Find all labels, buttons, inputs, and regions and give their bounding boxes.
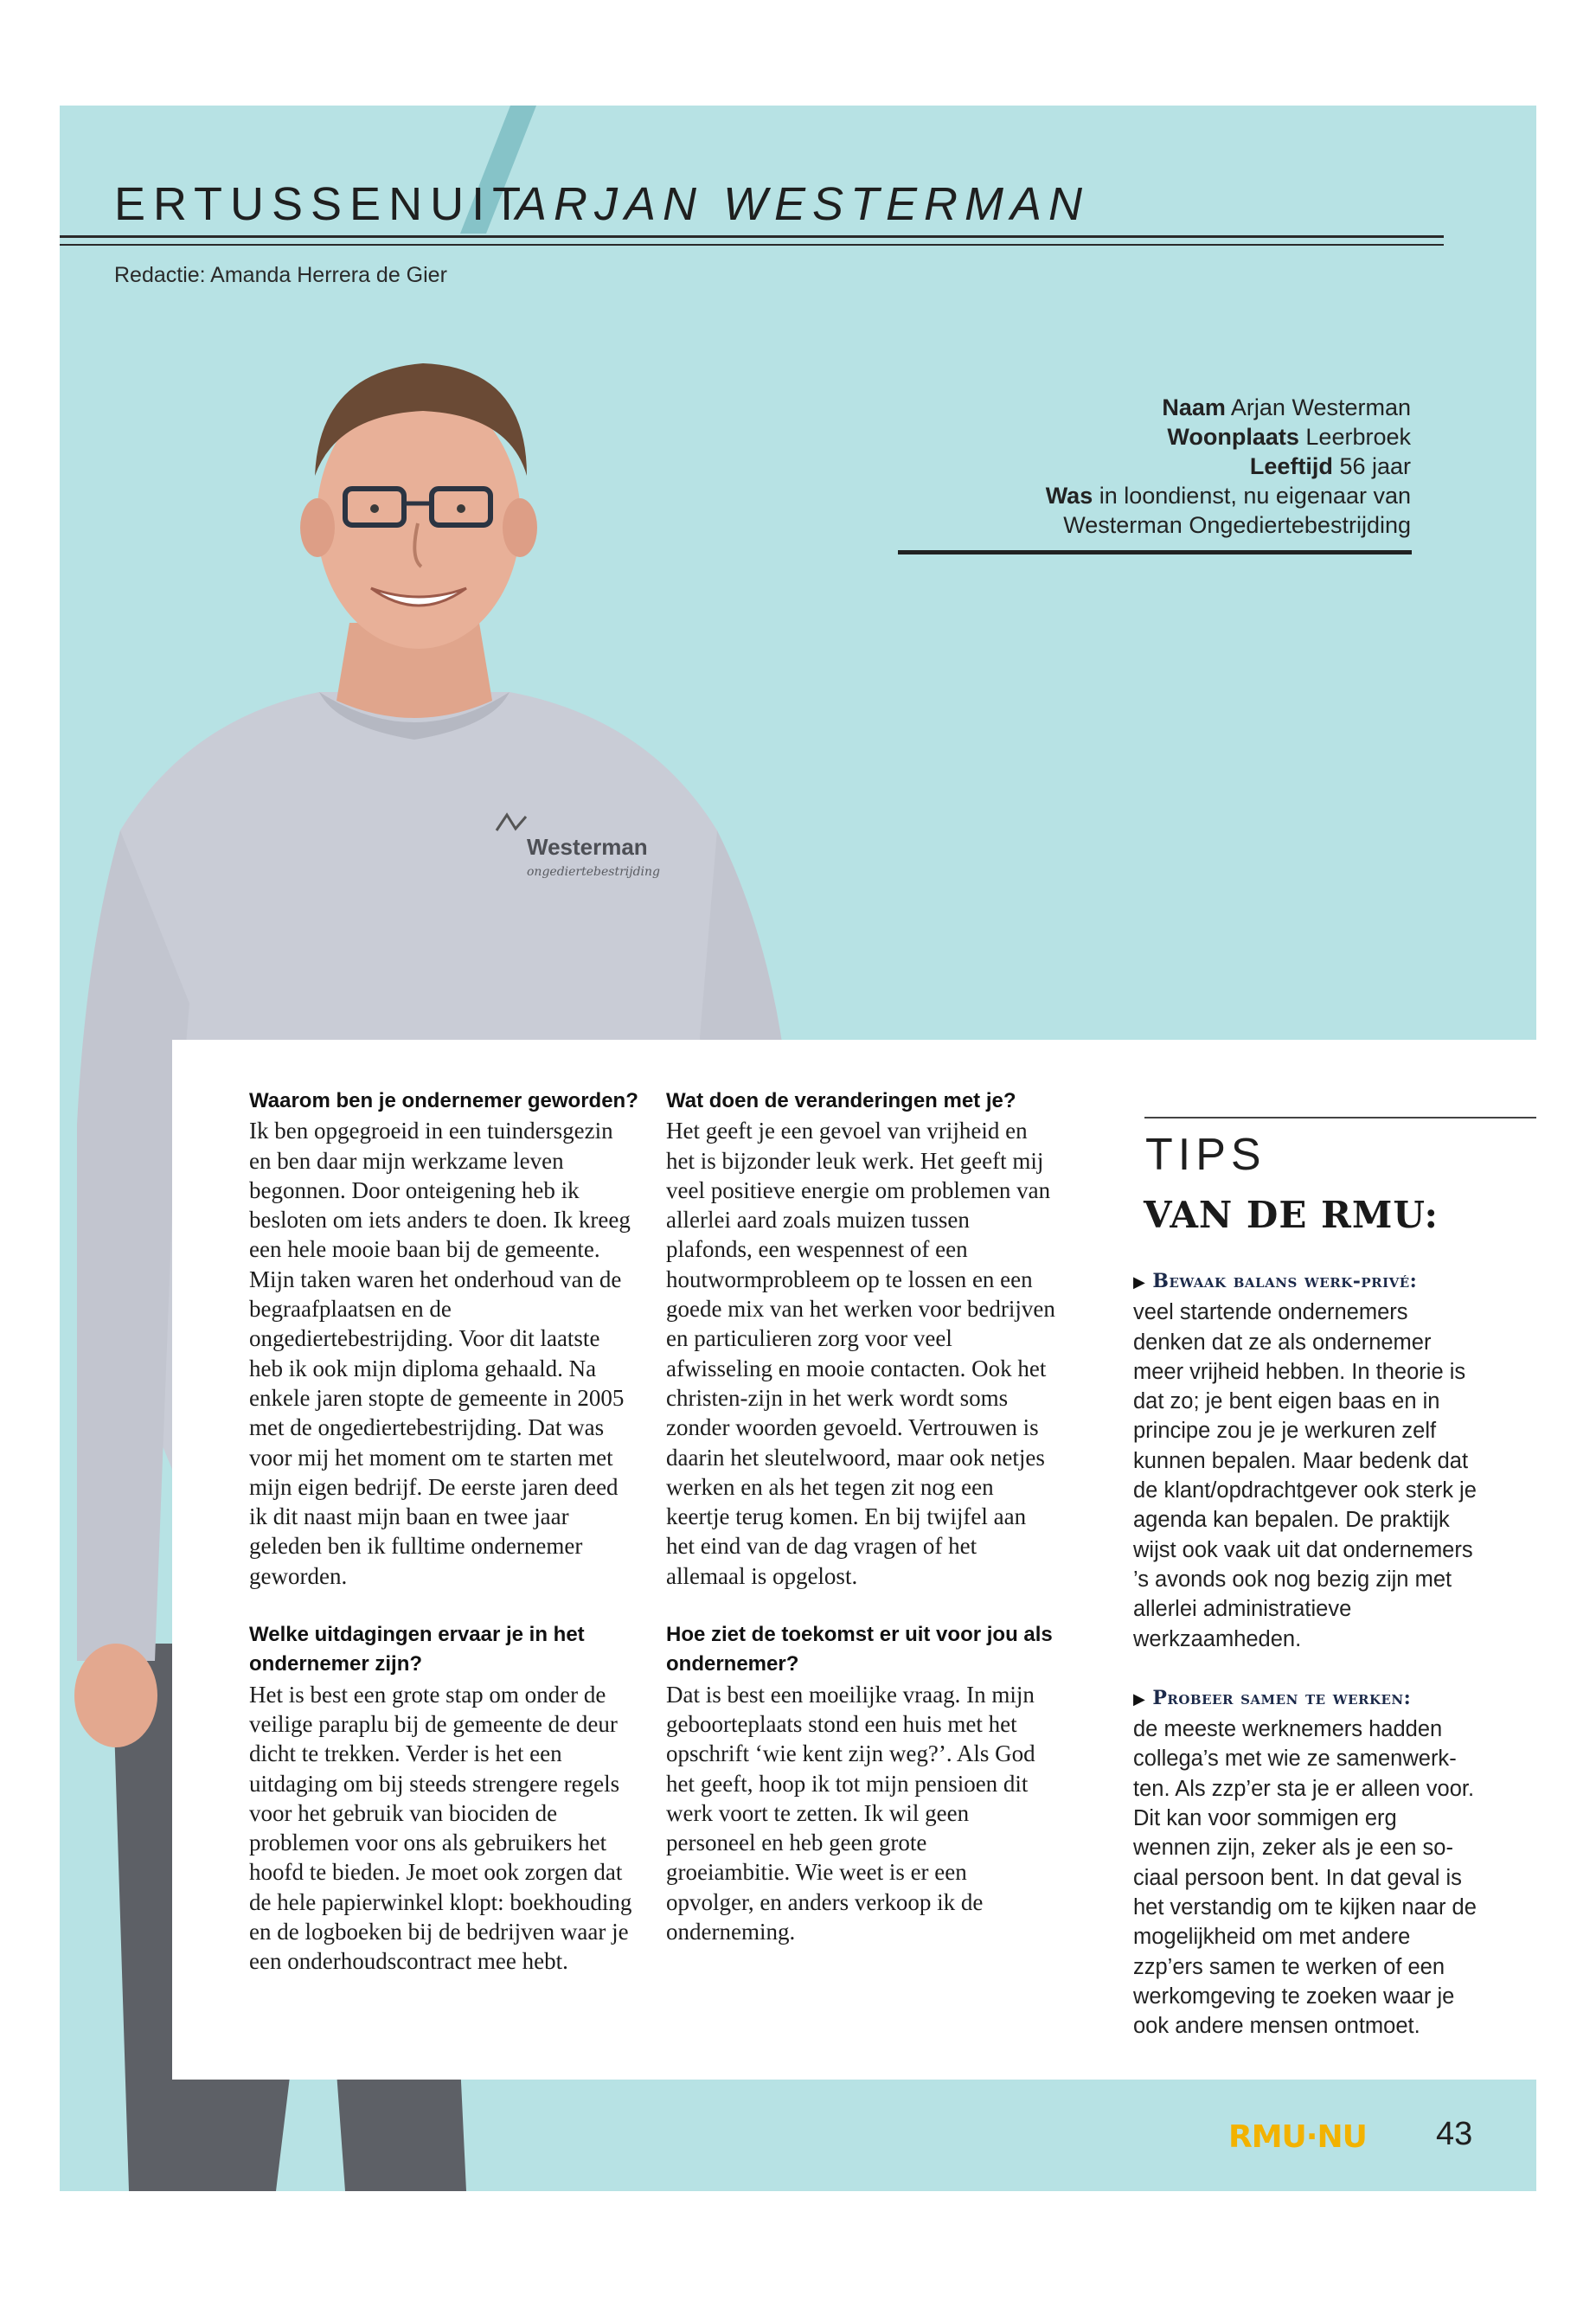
editor-credit: Redactie: Amanda Herrera de Gier <box>114 263 447 287</box>
interview-column-1 <box>249 1086 638 2006</box>
profile-leeftijd-line <box>1046 452 1411 481</box>
rmu-nu-logo: RMU·NU <box>1228 2119 1367 2155</box>
tips-list <box>1133 1266 1479 2070</box>
header-rule-top <box>60 235 1444 238</box>
profile-info-block <box>1046 393 1411 540</box>
profile-woonplaats-line <box>1046 422 1411 452</box>
woonplaats-label: Woonplaats <box>1167 424 1299 450</box>
profile-naam-line <box>1046 393 1411 422</box>
profile-was-line <box>1046 481 1411 510</box>
profile-info-rule <box>898 550 1412 554</box>
naam-label: Naam <box>1162 394 1226 420</box>
interview-column-2 <box>666 1086 1055 1976</box>
woonplaats-value: Leerbroek <box>1298 424 1411 450</box>
tip-1-text: veel startende ondernemers denken dat ze als ondernemer meer vrijheid hebben. In theorie is dat zo; je bent eigen baas en in principe zou je je werkuren zelf kunnen bepalen. Maar bedenk dat de klant/opdrachtgever ook sterk je agenda kan bepalen. De praktijk wijst ook vaak uit dat ondernemers ’s avonds ook nog bezig zijn met allerlei administratieve werkzaamheden. <box>1133 1300 1477 1651</box>
interview-question-4: Hoe ziet de toekomst er uit voor jou als ondernemer? <box>666 1623 1053 1676</box>
interview-question-2: Welke uitdagingen ervaar je in het ondernemer zijn? <box>249 1623 585 1676</box>
triangle-right-icon: ▶ <box>1133 1689 1146 1708</box>
triangle-right-icon: ▶ <box>1133 1273 1146 1292</box>
naam-value: Arjan Westerman <box>1225 394 1411 420</box>
interview-answer-1: Ik ben opgegroeid in een tuindersgezin en ben daar mijn werkzame leven begonnen. Door onteigening heb ik besloten om iets anders te doen. Ik kreeg een hele mooie baan bij de gemeente. Mijn taken waren het onderhoud van de begraafplaatsen en de ongediertebestrijding. Voor dit laatste heb ik ook mijn diploma gehaald. Na enkele jaren stopte de gemeente in 2005 met de ongediertebestrijding. Dat was voor mij het moment om te starten met mijn eigen bedrijf. De eerste jaren deed ik dit naast mijn baan en twee jaar geleden ben ik fulltime ondernemer geworden. <box>249 1118 631 1589</box>
leeftijd-label: Leeftijd <box>1249 453 1333 479</box>
interview-answer-3: Het geeft je een gevoel van vrijheid en het is bijzonder leuk werk. Het geeft mij veel positieve energie om problemen van allerlei aard zoals muizen tussen plafonds, een wespennest of een houtwormprobleem op te lossen en een goede mix van het werken voor bedrijven en particulieren zorg voor veel afwisseling en mooie contacten. Ook het christen-zijn in het werk wordt soms zonder woorden gevoeld. Vertrouwen is daarin het sleutelwoord, maar ook netjes werken en als het tegen zit nog een keertje terug komen. En bij twijfel aan het eind van de dag vragen of het allemaal is opgelost. <box>666 1118 1055 1589</box>
section-title: ERTUSSENUIT <box>114 178 529 230</box>
page-number: 43 <box>1436 2116 1473 2152</box>
tips-title: TIPS <box>1145 1130 1266 1180</box>
interview-question-1: Waarom ben je ondernemer geworden? <box>249 1089 638 1112</box>
leeftijd-value: 56 jaar <box>1332 453 1411 479</box>
tip-item-1 <box>1133 1266 1479 1654</box>
tips-subtitle: VAN DE RMU: <box>1144 1194 1439 1236</box>
article-person-title: ARJAN WESTERMAN <box>516 178 1090 230</box>
interview-answer-2: Het is best een grote stap om onder de veilige paraplu bij de gemeente de deur dicht te trekken. Verder is het een uitdaging om bij steeds strengere regels voor het gebruik van biociden de problemen voor ons als gebruikers het hoofd te bieden. Je moet ook zorgen dat de hele papierwinkel klopt: boekhouding en de logboeken bij de bedrijven waar je een onderhoudscontract mee hebt. <box>249 1681 632 1975</box>
tip-item-2 <box>1133 1683 1479 2041</box>
profile-was-line-2: Westerman Ongediertebestrijding <box>1063 512 1411 538</box>
sweater-logo-text: Westerman <box>527 834 648 860</box>
interview-answer-4: Dat is best een moeilijke vraag. In mijn geboorteplaats stond een huis met het opschrift ‘wie kent zijn weg?’. Als God het geeft, hoop ik tot mijn pensioen dit werk voort te zetten. Ik wil geen personeel en heb geen grote groeiambitie. Wie weet is er een opvolger, en anders verkoop ik de onderneming. <box>666 1681 1035 1945</box>
header-rule-bottom <box>60 244 1444 246</box>
tip-2-text: de meeste werknemers hadden collega’s met wie ze samenwerkten. Als zzp’er sta je er alleen voor. Dit kan voor sommigen erg wennen zijn, zeker als je een sociaal persoon bent. In dat geval is het verstandig om te kijken naar de mogelijkheid om met andere zzp’ers samen te werken of een werkomgeving te zoeken waar je ook andere mensen ontmoet. <box>1133 1717 1477 2039</box>
tip-2-heading: Probeer samen te werken: <box>1152 1686 1412 1709</box>
was-label: Was <box>1045 483 1093 509</box>
tips-rule <box>1144 1117 1536 1118</box>
sweater-logo-subtext: ongediertebestrijding <box>527 865 661 879</box>
interview-question-3: Wat doen de veranderingen met je? <box>666 1089 1016 1112</box>
tip-1-heading: Bewaak balans werk-privé: <box>1152 1270 1418 1292</box>
was-value: in loondienst, nu eigenaar van <box>1093 483 1411 509</box>
